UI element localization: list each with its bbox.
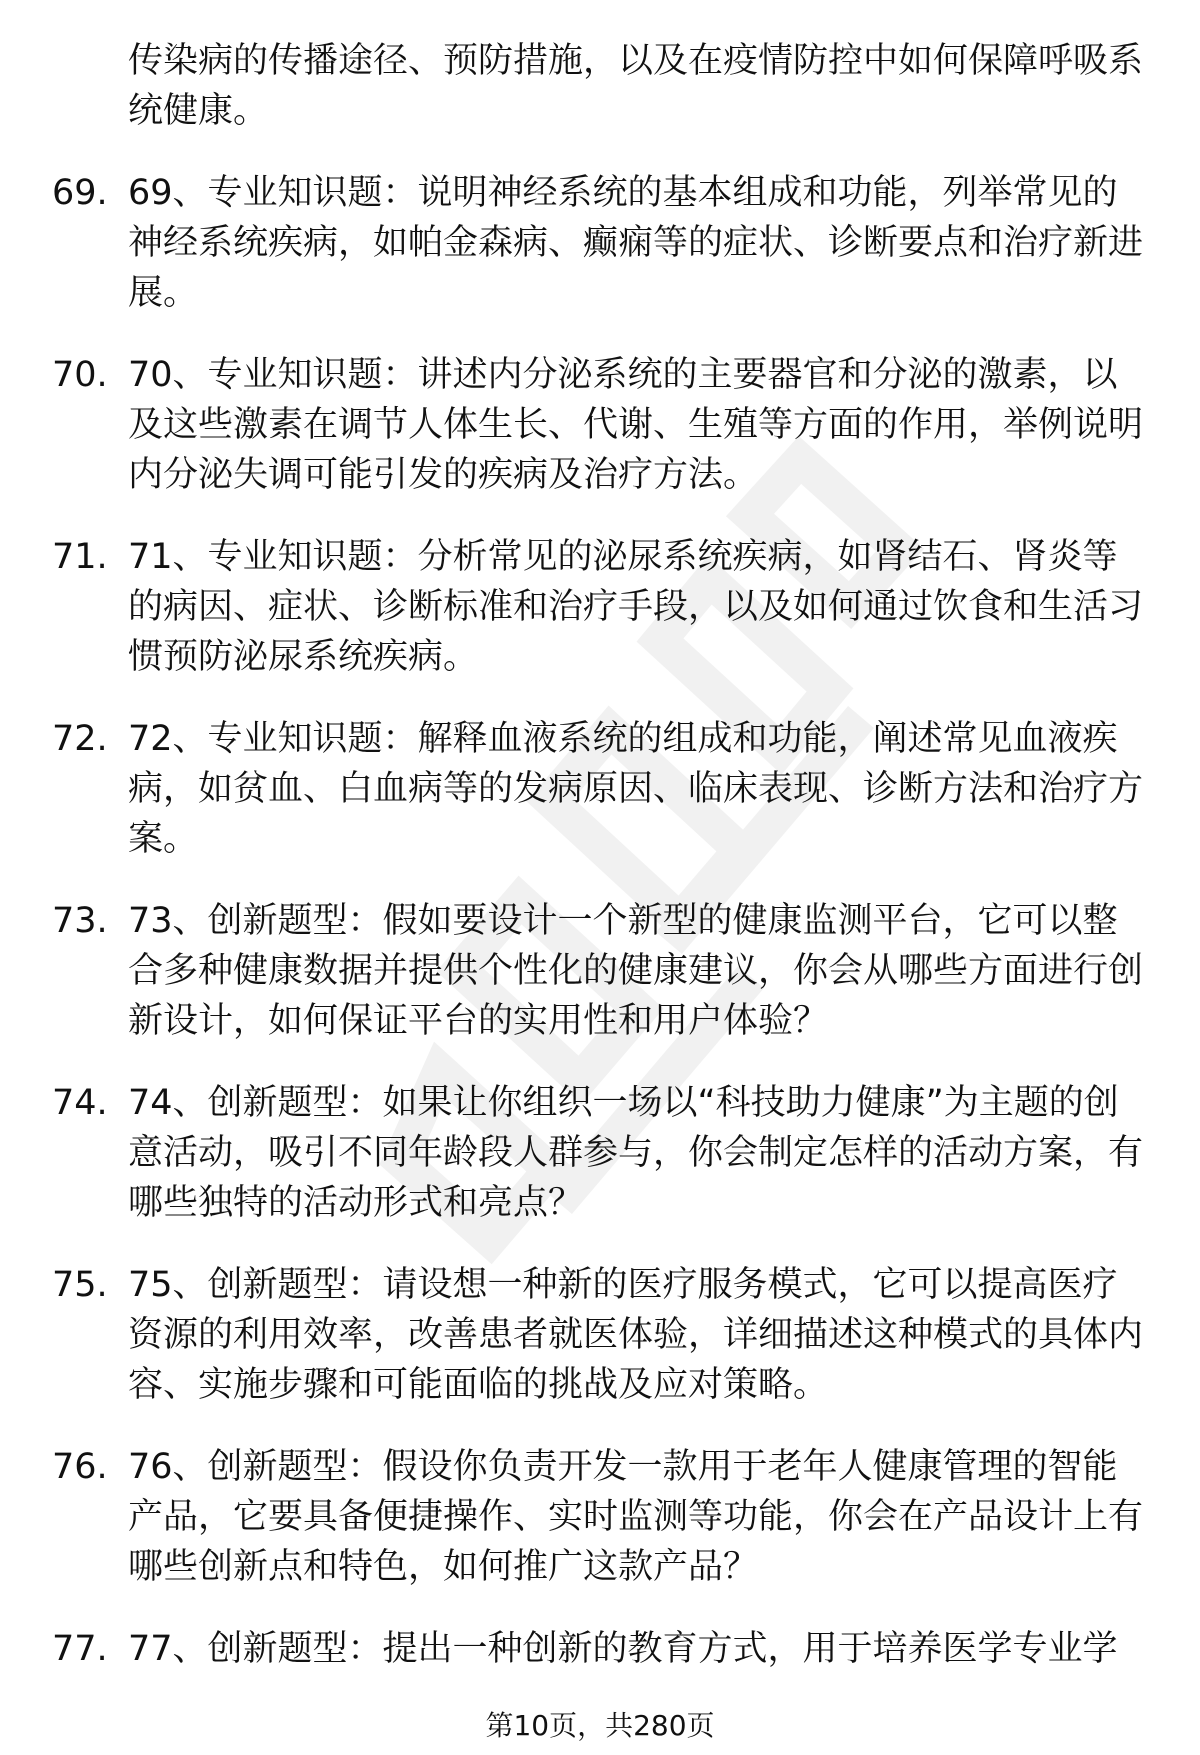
list-item-text: 77、创新题型：提出一种创新的教育方式，用于培养医学专业学 [128, 1629, 1118, 1669]
list-item [0, 1078, 1148, 1228]
list-item [0, 532, 1148, 682]
list-item [0, 350, 1148, 500]
list-item-text: 70、专业知识题：讲述内分泌系统的主要器官和分泌的激素，以及这些激素在调节人体生长、代谢、生殖等方面的作用，举例说明内分泌失调可能引发的疾病及治疗方法。 [128, 355, 1144, 495]
list-item-number: 72. [52, 719, 108, 759]
page-number-footer: 第10页，共280页 [485, 1709, 715, 1742]
list-item-text: 73、创新题型：假如要设计一个新型的健康监测平台，它可以整合多种健康数据并提供个性化的健康建议，你会从哪些方面进行创新设计，如何保证平台的实用性和用户体验？ [128, 901, 1144, 1041]
list-item-number: 74. [52, 1083, 108, 1123]
list-item-text: 71、专业知识题：分析常见的泌尿系统疾病，如肾结石、肾炎等的病因、症状、诊断标准和治疗手段，以及如何通过饮食和生活习惯预防泌尿系统疾病。 [128, 537, 1144, 677]
list-item-number: 70. [52, 355, 108, 395]
list-item [0, 168, 1148, 318]
list-item-number: 77. [52, 1629, 108, 1669]
list-item [0, 1260, 1148, 1410]
continuation-paragraph: 传染病的传播途径、预防措施，以及在疫情防控中如何保障呼吸系统健康。 [128, 41, 1144, 131]
list-item-number: 73. [52, 901, 108, 941]
list-item-text: 69、专业知识题：说明神经系统的基本组成和功能，列举常见的神经系统疾病，如帕金森病、癫痫等的症状、诊断要点和治疗新进展。 [128, 173, 1144, 313]
list-item-text: 74、创新题型：如果让你组织一场以“科技助力健康”为主题的创意活动，吸引不同年龄段人群参与，你会制定怎样的活动方案，有哪些独特的活动形式和亮点？ [128, 1083, 1144, 1223]
list-item-text: 75、创新题型：请设想一种新的医疗服务模式，它可以提高医疗资源的利用效率，改善患者就医体验，详细描述这种模式的具体内容、实施步骤和可能面临的挑战及应对策略。 [128, 1265, 1144, 1405]
list-item-text: 72、专业知识题：解释血液系统的组成和功能，阐述常见血液疾病，如贫血、白血病等的发病原因、临床表现、诊断方法和治疗方案。 [128, 719, 1144, 859]
list-item [0, 896, 1148, 1046]
list-item-number: 71. [52, 537, 108, 577]
list-item [0, 714, 1148, 864]
list-item-number: 76. [52, 1447, 108, 1487]
list-item [0, 1442, 1148, 1592]
document-body [0, 36, 1200, 1678]
list-item-number: 69. [52, 173, 108, 213]
list-item-text: 76、创新题型：假设你负责开发一款用于老年人健康管理的智能产品，它要具备便捷操作、实时监测等功能，你会在产品设计上有哪些创新点和特色，如何推广这款产品？ [128, 1447, 1144, 1587]
list-item-truncated [0, 1624, 1148, 1678]
list-item-number: 75. [52, 1265, 108, 1305]
